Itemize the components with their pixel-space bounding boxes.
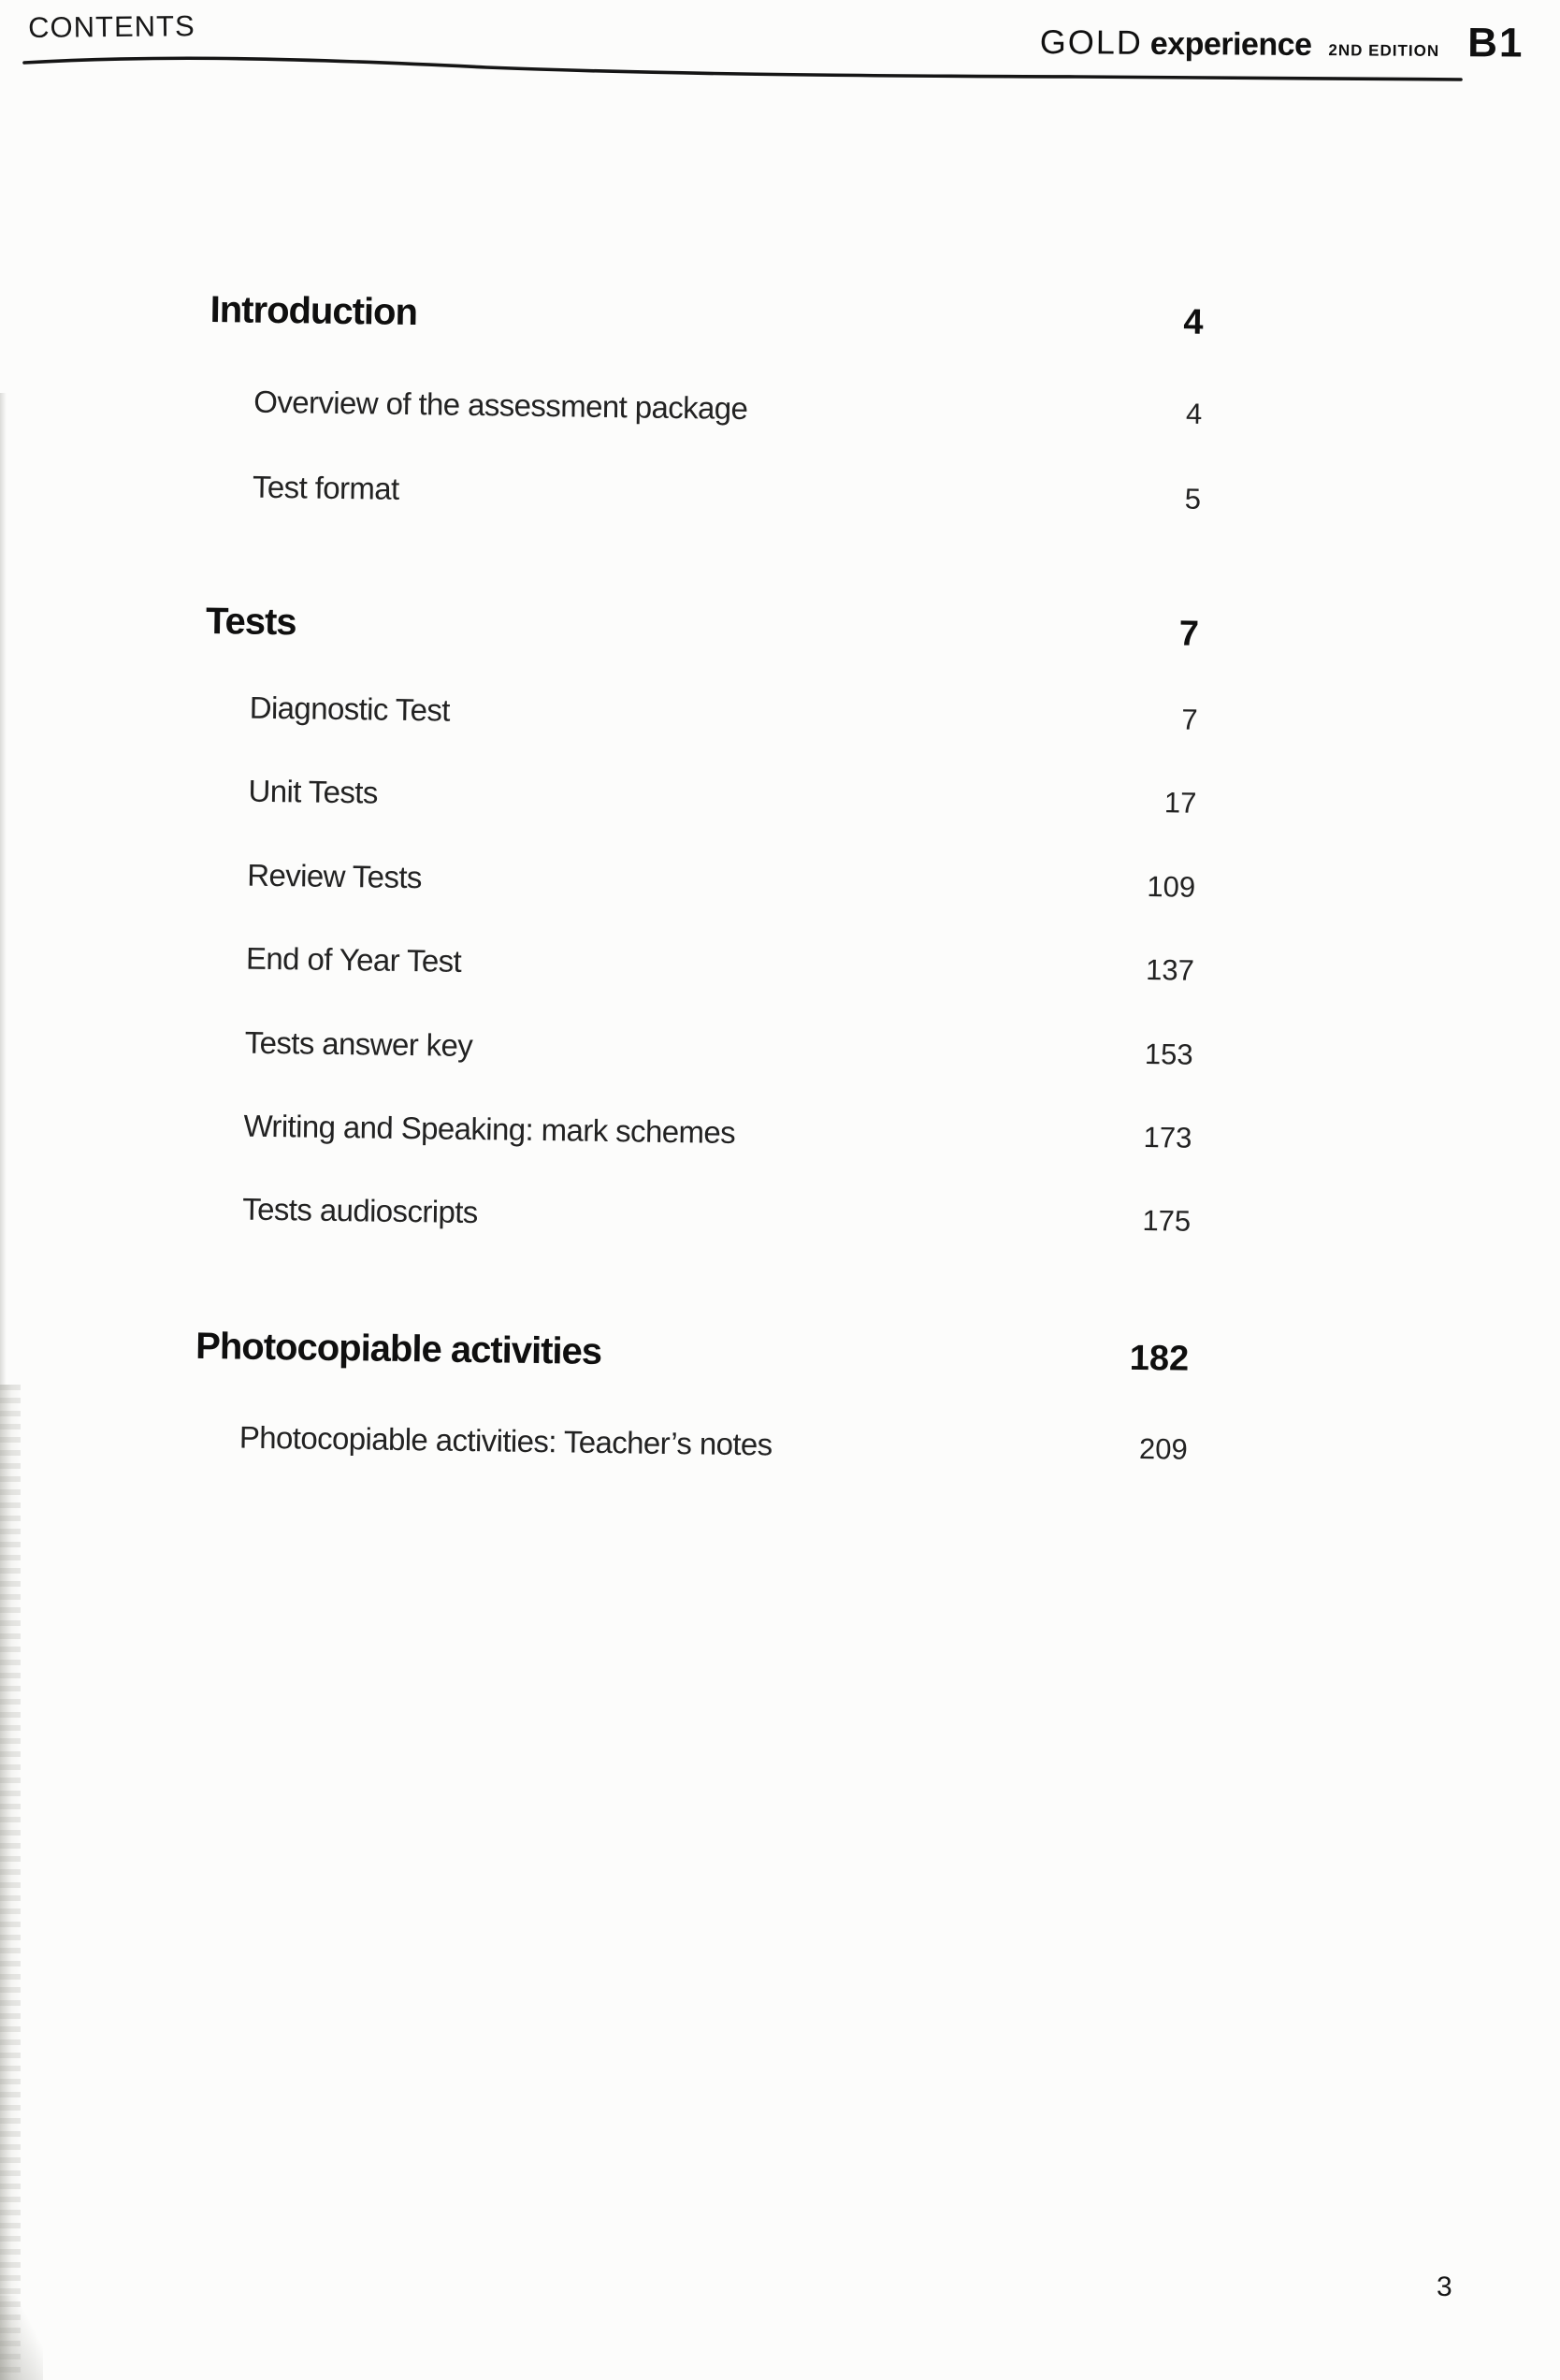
table-of-contents xyxy=(194,289,1204,1519)
toc-item-page-number: 137 xyxy=(1145,953,1195,987)
section-page-number: 182 xyxy=(1129,1338,1190,1379)
scan-edge-shadow-texture xyxy=(0,1385,21,2380)
toc-section-heading-row xyxy=(209,289,1204,345)
toc-item-page-number: 4 xyxy=(1185,397,1203,430)
section-title: Photocopiable activities xyxy=(195,1325,602,1372)
toc-item-label: Tests answer key xyxy=(244,1024,473,1063)
toc-item-page-number: 109 xyxy=(1147,870,1196,904)
toc-item-label: Tests audioscripts xyxy=(242,1191,478,1230)
toc-item-page-number: 153 xyxy=(1144,1038,1193,1071)
toc-item-label: Overview of the assessment package xyxy=(253,384,748,427)
toc-item-row xyxy=(209,385,1202,433)
logo-edition-text: 2ND EDITION xyxy=(1328,41,1440,60)
section-page-number: 7 xyxy=(1178,614,1200,654)
page-header-title: CONTENTS xyxy=(27,9,195,44)
section-page-number: 4 xyxy=(1183,302,1204,342)
scan-edge-shadow-faint xyxy=(0,393,7,1385)
toc-item-row xyxy=(208,470,1201,518)
scan-corner-shadow xyxy=(0,2296,43,2380)
section-title: Introduction xyxy=(209,289,418,334)
toc-item-label: Photocopiable activities: Teacher’s notes xyxy=(238,1419,773,1462)
toc-item-row xyxy=(197,1192,1191,1241)
toc-item-row xyxy=(195,1420,1188,1469)
toc-item-row xyxy=(204,690,1197,739)
scan-edge-shadow xyxy=(0,1385,21,2380)
section-title: Tests xyxy=(205,600,296,644)
toc-item-row xyxy=(199,1025,1192,1074)
toc-item-label: Diagnostic Test xyxy=(249,689,451,728)
toc-item-page-number: 7 xyxy=(1181,703,1198,736)
toc-item-label: End of Year Test xyxy=(245,940,462,979)
toc-item-row xyxy=(198,1109,1192,1157)
toc-item-page-number: 17 xyxy=(1163,786,1197,820)
logo-experience-text: experience xyxy=(1149,25,1312,64)
folio-page-number: 3 xyxy=(1437,2271,1452,2302)
toc-item-page-number: 173 xyxy=(1143,1121,1192,1154)
toc-item-label: Review Tests xyxy=(247,857,423,895)
toc-item-row xyxy=(201,941,1194,990)
gold-experience-logo xyxy=(1040,17,1524,67)
toc-item-row xyxy=(202,858,1195,907)
toc-item-page-number: 209 xyxy=(1138,1431,1189,1466)
toc-item-label: Unit Tests xyxy=(248,773,379,810)
toc-item-row xyxy=(203,774,1196,822)
toc-section-heading-row xyxy=(206,601,1200,657)
logo-level-badge: B1 xyxy=(1467,20,1524,66)
toc-section-heading-row xyxy=(195,1326,1190,1382)
toc-item-label: Writing and Speaking: mark schemes xyxy=(243,1108,736,1150)
logo-gold-text: GOLD xyxy=(1039,22,1143,62)
toc-item-page-number: 175 xyxy=(1142,1204,1192,1238)
toc-item-page-number: 5 xyxy=(1184,482,1202,515)
toc-item-label: Test format xyxy=(252,469,399,506)
